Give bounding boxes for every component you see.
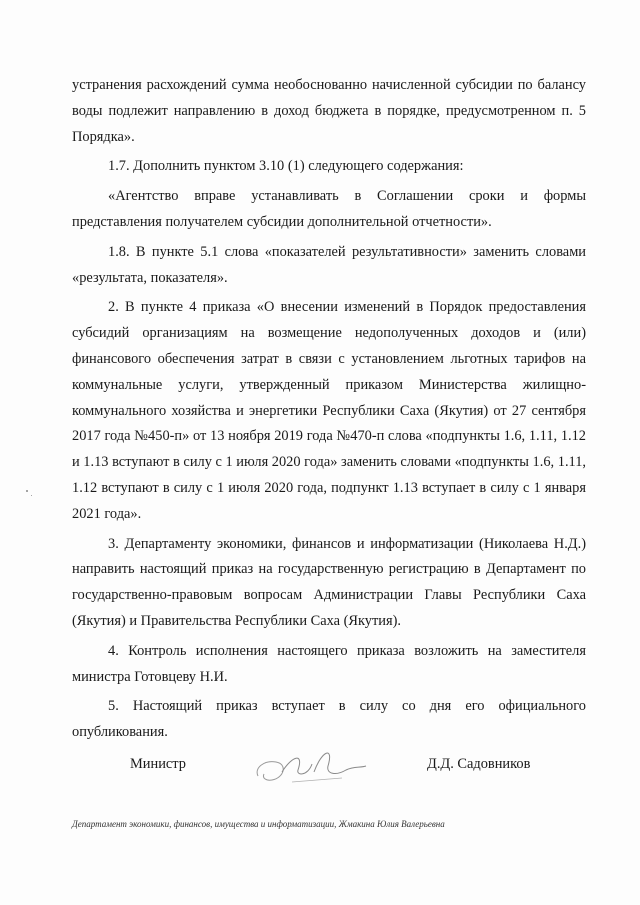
scan-speck	[26, 490, 28, 492]
paragraph-1-8: 1.8. В пункте 5.1 слова «показателей результативности» заменить словами «результата, показателя».	[72, 243, 586, 286]
paragraph-1-7-quote: «Агентство вправе устанавливать в Соглашении сроки и формы представления получателем субсидии дополнительной отчетности».	[72, 188, 586, 230]
paragraph-5: 5. Настоящий приказ вступает в силу со дня его официального опубликования.	[72, 698, 586, 741]
paragraph-3: 3. Департаменту экономики, финансов и информатизации (Николаева Н.Д.) направить настоящий приказ на государственную регистрацию в Департамент по государственно-правовым вопросам Администрации Главы Республики Саха (Якутия) и Правительства Республики Саха (Якутия).	[72, 535, 586, 629]
paragraph-2: 2. В пункте 4 приказа «О внесении изменений в Порядок предоставления субсидий организациям на возмещение недополученных доходов и (или) финансового обеспечения затрат в связи с установлением льготных тарифов на коммунальные услуги, утвержденный приказом Министерства жилищно-коммунального хозяйства и энергетики Республики Саха (Якутия) от 27 сентября 2017 года №450-п» от 13 ноября 2019 года №470-п слова «подпункты 1.6, 1.11, 1.12 и 1.13 вступают в силу с 1 июля 2020 года» заменить словами «подпункты 1.6, 1.11, 1.12 вступают в силу с 1 июля 2020 года, подпункт 1.13 вступает в силу с 1 января 2021 года».	[72, 299, 586, 522]
signatory-name: Д.Д. Садовников	[427, 756, 531, 772]
executor-note: Департамент экономики, финансов, имущества и информатизации, Жмакина Юлия Валерьевна	[72, 819, 445, 829]
paragraph-4: 4. Контроль исполнения настоящего приказа возложить на заместителя министра Готовцеву Н.И.	[72, 642, 586, 685]
paragraph-1-6-continuation: устранения расхождений сумма необоснованно начисленной субсидии по балансу воды подлежит направлению в доход бюджета в порядке, предусмотренном п. 5 Порядка».	[72, 77, 586, 145]
handwritten-signature	[252, 742, 372, 790]
document-body	[72, 73, 586, 746]
signatory-role: Министр	[130, 756, 186, 772]
scan-speck	[31, 495, 32, 496]
paragraph-1-7: 1.7. Дополнить пунктом 3.10 (1) следующего содержания:	[108, 158, 464, 175]
signature-block	[72, 752, 586, 792]
